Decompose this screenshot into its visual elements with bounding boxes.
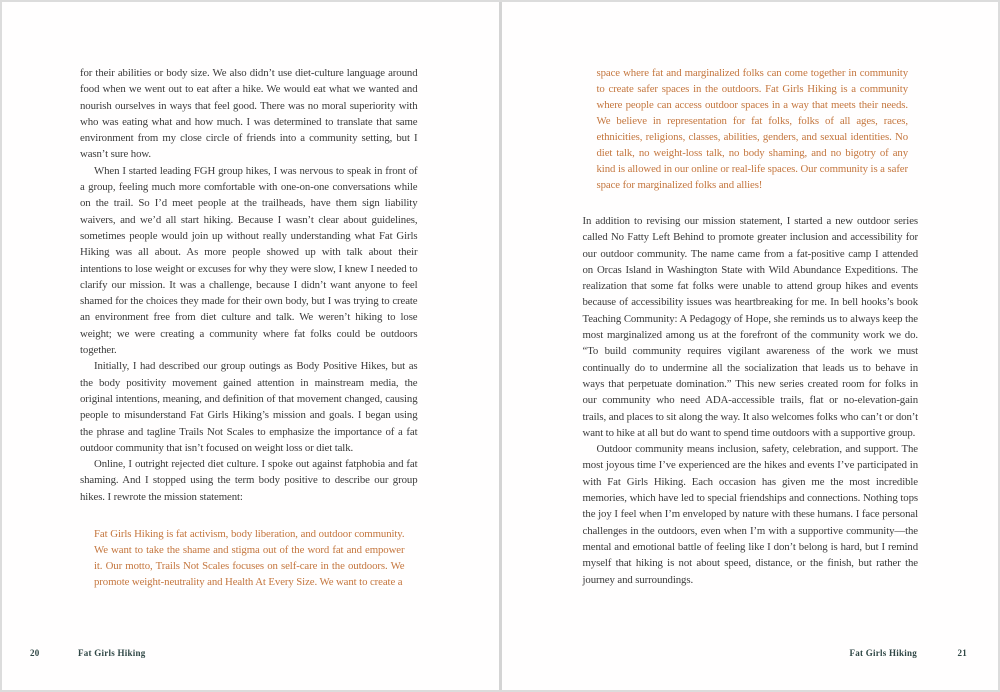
right-text-block	[583, 65, 919, 588]
body-paragraph: Initially, I had described our group outings as Body Positive Hikes, but as the body positivity movement gained attention in mainstream media, the original intentions, meaning, and definition of that movement changed, causing people to misunderstand Fat Girls Hiking’s mission and goals. I began using the phrase and tagline Trails Not Scales to emphasize the importance of a fat outdoor community that isn’t focused on weight loss or diet talk.	[80, 360, 418, 454]
body-paragraph: for their abilities or body size. We also didn’t use diet-culture language around food when we went out to eat after a hike. We would eat what we wanted and nourish ourselves in ways that feel good. There was no moral superiority with who was eating what and how much. I was determined to translate that same environment from my close circle of friends into a community setting, but I wasn’t sure how.	[80, 67, 418, 161]
mission-statement-quote-part1: Fat Girls Hiking is fat activism, body liberation, and outdoor community. We want to take the shame and stigma out of the word fat and empower it. Our motto, Trails Not Scales focuses on self-care in the outdoors. We promote weight-neutrality and Health At Every Size. We want to create a	[94, 528, 405, 589]
page-number-left: 20	[30, 648, 40, 658]
body-paragraph: In addition to revising our mission statement, I started a new outdoor series called No Fatty Left Behind to promote greater inclusion and accessibility for our outdoor community. The name came from a fat-positive camp I attended on Orcas Island in Washington State with Wild Abundance Expeditions. The realization that some fat folks were unable to attend group hikes and events because of accessibility issues was heartbreaking for me. In bell hooks’s book Teaching Community: A Pedagogy of Hope, she reminds us to always keep the most marginalized among us at the forefront of the community work we do. “To build community requires vigilant awareness of the work we must continually do to undermine all the socialization that leads us to behave in ways that perpetuate domination.” This new series created room for folks in our community who need ADA-accessible trails, flat or no-elevation-gain trails, and places to sit along the way. It also welcomes folks who can’t or don’t want to hike at all but do want to spend time outdoors with a supportive group.	[582, 215, 918, 439]
running-title-right: Fat Girls Hiking	[849, 648, 917, 658]
body-paragraph: Outdoor community means inclusion, safety, celebration, and support. The most joyous time I’ve experienced are the hikes and events I’ve participated in with Fat Girls Hiking. Each occasion has given me the most incredible memories, which have led to special friendships and connections. Nothing tops the joy I feel when I’m enveloped by nature with these humans. I face personal challenges in the outdoors, even when I’m with a supportive community—the mental and emotional battle of feeling like I don’t belong is hard, but I remind myself that hiking is not about speed, distance, or the finish, but rather the journey and surroundings.	[582, 443, 918, 586]
right-page-footer	[502, 648, 999, 660]
page-left	[2, 2, 499, 690]
page-right	[502, 2, 999, 690]
left-text-block	[80, 65, 418, 590]
body-paragraph: Online, I outright rejected diet culture. I spoke out against fatphobia and fat shaming. And I stopped using the term body positive to describe our group hikes. I rewrote the mission statement:	[80, 458, 418, 503]
running-title-left: Fat Girls Hiking	[78, 648, 146, 658]
left-page-footer	[2, 648, 499, 660]
mission-statement-quote-part2: space where fat and marginalized folks can come together in community to create safer spaces in the outdoors. Fat Girls Hiking is a community where people can access outdoor spaces in a way that meets their needs. We believe in representation for fat folks, folks of all ages, races, ethnicities, religions, classes, abilities, genders, and sexual identities. No diet talk, no weight-loss talk, no body shaming, and no bigotry of any kind is allowed in our online or real-life spaces. Our community is a safer space for marginalized folks and allies!	[596, 67, 908, 191]
body-paragraph: When I started leading FGH group hikes, I was nervous to speak in front of a group, feeling much more comfortable with one-on-one conversations while on the trail. So I’d meet people at the trailheads, have them sign liability waivers, and we’d all start hiking. Because I wasn’t clear about guidelines, sometimes people would join up without really understanding what Fat Girls Hiking was all about. As more people showed up with talk about their intentions to lose weight or excuses for why they were slow, I knew I needed to clarify our mission. It was a challenge, because I didn’t want anyone to feel shamed for the choices they made for their own body, but I was trying to create an environment free from diet culture and talk. We weren’t hiking to lose weight; we were creating a community where fat folks could be outdoors together.	[80, 164, 418, 357]
page-number-right: 21	[957, 648, 967, 658]
